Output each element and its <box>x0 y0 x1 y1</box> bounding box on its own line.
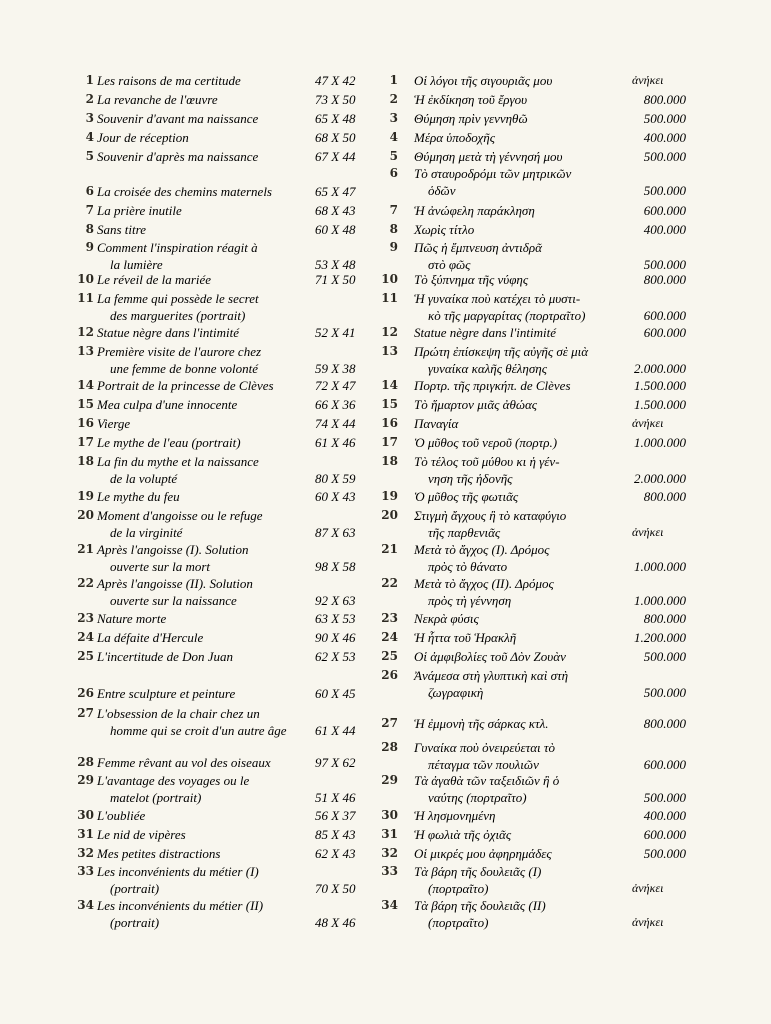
fr-title-line: Comment l'inspiration réagit à <box>97 240 258 255</box>
fr-title-line: ouverte sur la naissance <box>110 593 237 608</box>
gr-title-line: Τὰ ἀγαθὰ τῶν ταξειδιῶν ἢ ὁ <box>414 773 560 788</box>
fr-title-line: homme qui se croit d'un autre âge <box>110 723 287 738</box>
fr-title-line: de la volupté <box>110 471 178 486</box>
gr-title-line: Οἱ λόγοι τῆς σιγουριᾶς μου <box>414 73 553 88</box>
fr-item-number: 6 <box>85 184 94 198</box>
gr-title-line: Γυναίκα ποὺ ὀνειρεύεται τὸ <box>414 740 556 755</box>
price: ἀνήκει <box>632 73 664 87</box>
fr-item-number: 9 <box>85 240 94 254</box>
gr-title-line: Νεκρὰ φύσις <box>414 611 479 626</box>
dimensions: 52 X 41 <box>315 325 356 340</box>
fr-item-number: 7 <box>85 203 94 217</box>
gr-title-line: Παναγία <box>414 416 459 431</box>
fr-item-number: 5 <box>85 149 94 163</box>
gr-item-number: 34 <box>381 898 398 912</box>
price: 1.200.000 <box>634 630 686 645</box>
dimensions: 56 X 37 <box>315 808 356 823</box>
dimensions: 59 X 38 <box>315 361 356 376</box>
dimensions: 71 X 50 <box>315 272 356 287</box>
fr-title-line: Après l'angoisse (I). Solution <box>97 542 249 557</box>
gr-item-number: 4 <box>389 130 398 144</box>
gr-item-number: 26 <box>381 668 398 682</box>
price: 1.000.000 <box>634 435 686 450</box>
fr-title-line: La revanche de l'œuvre <box>97 92 218 107</box>
fr-item-number: 13 <box>77 344 94 358</box>
gr-title-line: Πρώτη ἐπίσκεψη τῆς αὐγῆς σὲ μιὰ <box>414 344 589 359</box>
dimensions: 90 X 46 <box>315 630 356 645</box>
fr-title-line: La défaite d'Hercule <box>97 630 204 645</box>
fr-title-line: Le mythe de l'eau (portrait) <box>97 435 241 450</box>
gr-item-number: 2 <box>389 92 398 106</box>
price: ἀνήκει <box>632 525 664 539</box>
fr-item-number: 16 <box>77 416 94 430</box>
gr-title-line: Χωρὶς τίτλο <box>414 222 475 237</box>
gr-title-line: Οἱ μικρές μου ἀφηρημάδες <box>414 846 552 861</box>
fr-title-line: Jour de réception <box>97 130 189 145</box>
dimensions: 66 X 36 <box>315 397 356 412</box>
price: 1.500.000 <box>634 397 686 412</box>
dimensions: 51 X 46 <box>315 790 356 805</box>
fr-item-number: 26 <box>77 686 94 700</box>
dimensions: 87 X 63 <box>315 525 356 540</box>
gr-title-line: Θύμηση πρὶν γεννηθῶ <box>414 111 528 126</box>
fr-title-line: Mes petites distractions <box>97 846 221 861</box>
price: 600.000 <box>643 757 686 772</box>
dimensions: 62 X 43 <box>315 846 356 861</box>
fr-item-number: 4 <box>85 130 94 144</box>
fr-item-number: 19 <box>77 489 94 503</box>
fr-title-line: la lumière <box>110 257 163 272</box>
price: ἀνήκει <box>632 915 664 929</box>
price: 500.000 <box>643 790 686 805</box>
fr-title-line: La croisée des chemins maternels <box>97 184 272 199</box>
gr-item-number: 27 <box>381 716 398 730</box>
dimensions: 61 X 44 <box>315 723 356 738</box>
dimensions: 47 X 42 <box>315 73 356 88</box>
gr-title-line: (πορτραῖτο) <box>428 881 489 896</box>
gr-item-number: 13 <box>381 344 398 358</box>
price: 1.500.000 <box>634 378 686 393</box>
fr-title-line: Les inconvénients du métier (II) <box>97 898 264 913</box>
fr-title-line: Les inconvénients du métier (I) <box>97 864 259 879</box>
fr-title-line: Vierge <box>97 416 131 431</box>
gr-item-number: 1 <box>389 73 398 87</box>
fr-title-line: Femme rêvant au vol des oiseaux <box>97 755 271 770</box>
fr-title-line: (portrait) <box>110 881 160 896</box>
gr-item-number: 14 <box>381 378 398 392</box>
fr-item-number: 23 <box>77 611 94 625</box>
fr-title-line: Première visite de l'aurore chez <box>97 344 262 359</box>
gr-item-number: 8 <box>389 222 398 236</box>
gr-title-line: Πῶς ἡ ἔμπνευση ἀντιδρᾶ <box>414 240 542 255</box>
gr-title-line: πρὸς τὴ γέννηση <box>428 593 512 608</box>
price: 400.000 <box>643 808 686 823</box>
fr-item-number: 18 <box>77 454 94 468</box>
dimensions: 53 X 48 <box>315 257 356 272</box>
fr-item-number: 14 <box>77 378 94 392</box>
dimensions: 67 X 44 <box>315 149 356 164</box>
price: 400.000 <box>643 130 686 145</box>
gr-title-line: Ἡ ἀνώφελη παράκληση <box>414 203 535 218</box>
gr-item-number: 25 <box>381 649 398 663</box>
gr-title-line: γυναίκα καλῆς θέλησης <box>428 361 547 376</box>
fr-title-line: ouverte sur la mort <box>110 559 211 574</box>
fr-item-number: 28 <box>77 755 94 769</box>
gr-title-line: Ἡ ἐκδίκηση τοῦ ἔργου <box>414 92 528 107</box>
gr-title-line: κὸ τῆς μαργαρίτας (πορτραῖτο) <box>428 308 586 323</box>
gr-title-line: Τὸ τέλος τοῦ μύθου κι ἡ γέν- <box>414 454 560 469</box>
fr-title-line: La prière inutile <box>97 203 182 218</box>
gr-title-line: νηση τῆς ἡδονῆς <box>428 471 513 486</box>
fr-item-number: 31 <box>77 827 94 841</box>
gr-item-number: 19 <box>381 489 398 503</box>
dimensions: 80 X 59 <box>315 471 356 486</box>
gr-title-line: στὸ φῶς <box>428 257 471 272</box>
price: 600.000 <box>643 827 686 842</box>
gr-item-number: 3 <box>389 111 398 125</box>
dimensions: 60 X 45 <box>315 686 356 701</box>
gr-title-line: ὁδῶν <box>428 183 456 198</box>
fr-title-line: Entre sculpture et peinture <box>97 686 236 701</box>
gr-title-line: Στιγμὴ ἄγχους ἢ τὸ καταφύγιο <box>414 508 567 523</box>
price: 2.000.000 <box>634 471 686 486</box>
price: 500.000 <box>643 111 686 126</box>
gr-title-line: Τὰ βάρη τῆς δουλειᾶς (I) <box>414 864 542 879</box>
gr-item-number: 30 <box>381 808 398 822</box>
fr-title-line: L'obsession de la chair chez un <box>97 706 260 721</box>
fr-item-number: 34 <box>77 898 94 912</box>
gr-title-line: Μέρα ὑποδοχῆς <box>414 130 495 145</box>
fr-title-line: La femme qui possède le secret <box>97 291 259 306</box>
fr-item-number: 32 <box>77 846 94 860</box>
fr-item-number: 10 <box>77 272 94 286</box>
fr-title-line: Nature morte <box>97 611 167 626</box>
fr-title-line: Le réveil de la mariée <box>97 272 212 287</box>
fr-item-number: 12 <box>77 325 94 339</box>
gr-title-line: ναύτης (πορτραῖτο) <box>428 790 527 805</box>
gr-title-line: Πορτρ. τῆς πριγκήπ. de Clèves <box>414 378 571 393</box>
fr-title-line: (portrait) <box>110 915 160 930</box>
gr-title-line: Οἱ ἀμφιβολίες τοῦ Δὸν Ζουὰν <box>414 649 566 664</box>
gr-item-number: 6 <box>389 166 398 180</box>
fr-item-number: 21 <box>77 542 94 556</box>
dimensions: 70 X 50 <box>315 881 356 896</box>
dimensions: 68 X 43 <box>315 203 356 218</box>
fr-item-number: 27 <box>77 706 94 720</box>
fr-title-line: de la virginité <box>110 525 183 540</box>
dimensions: 92 X 63 <box>315 593 356 608</box>
gr-title-line: ζωγραφικὴ <box>428 685 484 700</box>
dimensions: 65 X 47 <box>315 184 356 199</box>
gr-title-line: Μετὰ τὸ ἄγχος (II). Δρόμος <box>414 576 554 591</box>
price: 600.000 <box>643 325 686 340</box>
dimensions: 97 X 62 <box>315 755 356 770</box>
gr-title-line: Ἡ ἧττα τοῦ Ἡρακλῆ <box>414 630 517 645</box>
price: 800.000 <box>643 611 686 626</box>
gr-item-number: 17 <box>381 435 398 449</box>
gr-item-number: 28 <box>381 740 398 754</box>
gr-item-number: 16 <box>381 416 398 430</box>
gr-title-line: Μετὰ τὸ ἄγχος (I). Δρόμος <box>414 542 550 557</box>
gr-item-number: 12 <box>381 325 398 339</box>
gr-title-line: Ἡ ἐμμονὴ τῆς σάρκας κτλ. <box>414 716 549 731</box>
price: 800.000 <box>643 716 686 731</box>
gr-title-line: Τὸ ξύπνημα τῆς νύφης <box>414 272 529 287</box>
gr-item-number: 21 <box>381 542 398 556</box>
price: 600.000 <box>643 308 686 323</box>
dimensions: 48 X 46 <box>315 915 356 930</box>
dimensions: 72 X 47 <box>315 378 356 393</box>
dimensions: 98 X 58 <box>315 559 356 574</box>
dimensions: 65 X 48 <box>315 111 356 126</box>
price: ἀνήκει <box>632 416 664 430</box>
price: 500.000 <box>643 183 686 198</box>
dimensions: 68 X 50 <box>315 130 356 145</box>
gr-item-number: 18 <box>381 454 398 468</box>
fr-item-number: 30 <box>77 808 94 822</box>
fr-title-line: La fin du mythe et la naissance <box>97 454 259 469</box>
fr-item-number: 8 <box>85 222 94 236</box>
fr-title-line: L'oubliée <box>97 808 146 823</box>
gr-title-line: Ὁ μῦθος τῆς φωτιᾶς <box>414 489 519 504</box>
fr-item-number: 17 <box>77 435 94 449</box>
gr-item-number: 9 <box>389 240 398 254</box>
gr-title-line: Ἡ φωλιὰ τῆς ὀχιᾶς <box>414 827 512 842</box>
gr-item-number: 10 <box>381 272 398 286</box>
dimensions: 62 X 53 <box>315 649 356 664</box>
gr-item-number: 5 <box>389 149 398 163</box>
dimensions: 63 X 53 <box>315 611 356 626</box>
gr-item-number: 29 <box>381 773 398 787</box>
price: ἀνήκει <box>632 881 664 895</box>
fr-item-number: 20 <box>77 508 94 522</box>
gr-item-number: 20 <box>381 508 398 522</box>
price: 500.000 <box>643 846 686 861</box>
gr-title-line: Θύμηση μετὰ τὴ γέννησή μου <box>414 149 563 164</box>
gr-title-line: Ὁ μῦθος τοῦ νεροῦ (πορτρ.) <box>414 435 558 450</box>
dimensions: 60 X 43 <box>315 489 356 504</box>
gr-item-number: 31 <box>381 827 398 841</box>
gr-title-line: πέταγμα τῶν πουλιῶν <box>428 757 539 772</box>
fr-title-line: L'incertitude de Don Juan <box>97 649 234 664</box>
gr-item-number: 22 <box>381 576 398 590</box>
fr-title-line: L'avantage des voyages ou le <box>97 773 250 788</box>
fr-item-number: 25 <box>77 649 94 663</box>
dimensions: 73 X 50 <box>315 92 356 107</box>
fr-item-number: 29 <box>77 773 94 787</box>
gr-item-number: 15 <box>381 397 398 411</box>
fr-title-line: des marguerites (portrait) <box>110 308 246 323</box>
fr-title-line: Les raisons de ma certitude <box>97 73 241 88</box>
gr-title-line: Ἡ λησμονημένη <box>414 808 496 823</box>
gr-title-line: Statue nègre dans l'intimité <box>414 325 557 340</box>
gr-item-number: 24 <box>381 630 398 644</box>
gr-title-line: Ἀνάμεσα στὴ γλυπτικὴ καὶ στὴ <box>414 668 569 683</box>
dimensions: 74 X 44 <box>315 416 356 431</box>
gr-title-line: (πορτραῖτο) <box>428 915 489 930</box>
fr-title-line: Statue nègre dans l'intimité <box>97 325 240 340</box>
fr-item-number: 22 <box>77 576 94 590</box>
fr-title-line: Le nid de vipères <box>97 827 186 842</box>
price: 500.000 <box>643 257 686 272</box>
price: 1.000.000 <box>634 559 686 574</box>
gr-item-number: 23 <box>381 611 398 625</box>
gr-title-line: Τὸ σταυροδρόμι τῶν μητρικῶν <box>414 166 572 181</box>
price: 2.000.000 <box>634 361 686 376</box>
fr-item-number: 1 <box>85 73 94 87</box>
fr-item-number: 33 <box>77 864 94 878</box>
gr-item-number: 33 <box>381 864 398 878</box>
price: 500.000 <box>643 649 686 664</box>
fr-item-number: 24 <box>77 630 94 644</box>
price: 800.000 <box>643 272 686 287</box>
price: 800.000 <box>643 92 686 107</box>
gr-item-number: 32 <box>381 846 398 860</box>
fr-item-number: 3 <box>85 111 94 125</box>
gr-title-line: τῆς παρθενιᾶς <box>428 525 501 540</box>
fr-title-line: Souvenir d'avant ma naissance <box>97 111 259 126</box>
dimensions: 85 X 43 <box>315 827 356 842</box>
price: 400.000 <box>643 222 686 237</box>
fr-title-line: Mea culpa d'une innocente <box>97 397 238 412</box>
price: 500.000 <box>643 685 686 700</box>
price: 800.000 <box>643 489 686 504</box>
fr-title-line: Sans titre <box>97 222 146 237</box>
dimensions: 61 X 46 <box>315 435 356 450</box>
fr-title-line: Souvenir d'après ma naissance <box>97 149 259 164</box>
price: 1.000.000 <box>634 593 686 608</box>
fr-title-line: Après l'angoisse (II). Solution <box>97 576 253 591</box>
fr-title-line: une femme de bonne volonté <box>110 361 259 376</box>
fr-title-line: matelot (portrait) <box>110 790 202 805</box>
gr-item-number: 11 <box>381 291 398 305</box>
gr-title-line: Ἡ γυναίκα ποὺ κατέχει τὸ μυστι- <box>414 291 581 306</box>
fr-item-number: 11 <box>77 291 94 305</box>
fr-title-line: Moment d'angoisse ou le refuge <box>97 508 263 523</box>
gr-title-line: Τὸ ἥμαρτον μιᾶς ἀθώας <box>414 397 538 412</box>
fr-title-line: Le mythe du feu <box>97 489 180 504</box>
gr-item-number: 7 <box>389 203 398 217</box>
fr-item-number: 15 <box>77 397 94 411</box>
dimensions: 60 X 48 <box>315 222 356 237</box>
fr-title-line: Portrait de la princesse de Clèves <box>97 378 274 393</box>
gr-title-line: Τὰ βάρη τῆς δουλειᾶς (II) <box>414 898 546 913</box>
price: 500.000 <box>643 149 686 164</box>
fr-item-number: 2 <box>85 92 94 106</box>
gr-title-line: πρὸς τὸ θάνατο <box>428 559 508 574</box>
price: 600.000 <box>643 203 686 218</box>
